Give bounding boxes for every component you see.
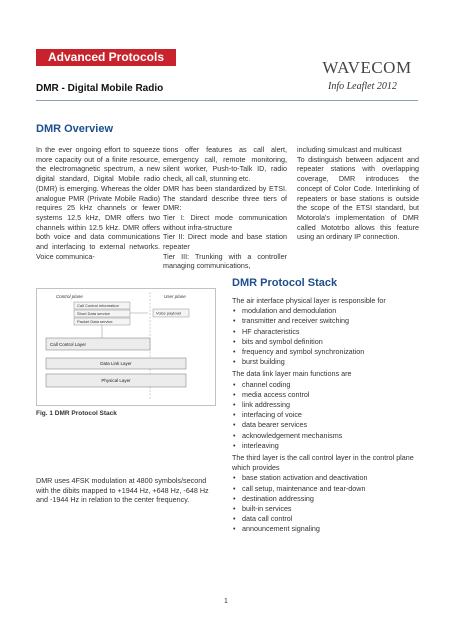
overview-column-1 bbox=[36, 145, 160, 261]
list-item: • frequency and symbol synchronization bbox=[242, 347, 422, 357]
overview-column-3 bbox=[297, 145, 419, 242]
header-rule bbox=[36, 100, 418, 101]
document-subtitle: DMR - Digital Mobile Radio bbox=[36, 83, 164, 94]
call-control-list bbox=[232, 473, 422, 534]
section-badge: Advanced Protocols bbox=[36, 49, 176, 66]
protocol-stack-heading: DMR Protocol Stack bbox=[232, 277, 338, 289]
overview-paragraph: To distinguish between adjacent and repeater stations with overlapping coverage, DMR introduces the concept of Color Code. Interlinking of repeaters or base stations is outside the scope of the ETSI standard, but Motorola's implementation of DMR called Mototrbo allows this feature using an ordinary IP connection. bbox=[297, 154, 419, 242]
list-item: • built-in services bbox=[242, 504, 422, 514]
stack-intro-3: The third layer is the call control layer in the control plane which provides bbox=[232, 453, 414, 473]
overview-heading: DMR Overview bbox=[36, 123, 114, 135]
list-item: • transmitter and receiver switching bbox=[242, 316, 422, 326]
list-item: • link addressing bbox=[242, 400, 422, 410]
list-item: • interleaving bbox=[242, 441, 422, 451]
physical-layer-list bbox=[232, 306, 422, 367]
user-plane-label: User plane bbox=[164, 294, 186, 299]
brand-text: WAVECOM bbox=[322, 58, 412, 77]
figure-caption: Fig. 1 DMR Protocol Stack bbox=[36, 410, 117, 417]
overview-paragraph: tions offer features as call alert, emergency call, remote monitoring, silent worker, Push-to-Talk ID, radio check, all call, stunning etc. bbox=[163, 145, 287, 184]
protocol-stack-diagram bbox=[36, 288, 216, 406]
list-item: • base station activation and deactivation bbox=[242, 473, 422, 483]
list-item: • media access control bbox=[242, 390, 422, 400]
list-item: • burst building bbox=[242, 357, 422, 367]
short-data-label: Short Data service bbox=[77, 311, 110, 316]
overview-paragraph: DMR has been standardized by ETSI. The standard describe three tiers of DMR: bbox=[163, 183, 287, 213]
list-item: • announcement signaling bbox=[242, 524, 422, 534]
call-control-info-label: Call Control information bbox=[77, 303, 119, 308]
voice-payload-label: Voice payload bbox=[156, 310, 181, 316]
overview-paragraph: including simulcast and multicast bbox=[297, 145, 402, 154]
list-item: • bits and symbol definition bbox=[242, 337, 422, 347]
overview-column-2 bbox=[163, 145, 287, 271]
list-item: • modulation and demodulation bbox=[242, 306, 422, 316]
list-item: • data bearer services bbox=[242, 420, 422, 430]
page-number: 1 bbox=[224, 598, 228, 605]
overview-paragraph: Tier I: Direct mode communication without infra-structure bbox=[163, 212, 287, 232]
protocol-stack-text bbox=[232, 296, 422, 537]
data-link-layer-label: Data Link Layer bbox=[100, 361, 132, 366]
overview-paragraph: Tier II: Direct mode and base station repeater bbox=[163, 232, 287, 252]
overview-paragraph-1: In the ever ongoing effort to squeeze more capacity out of a finite resource, the electromagnetic spectrum, a new digital standard, Digital Mobile radio (DMR) is emerging. Whereas the older analogue PMR (Private Mobile Radio) requires 25 kHz channels or fewer systems 12.5 kHz, DMR offers two channels within 12.5 kHz. DMR offers both voice and data communications and interfacing to external networks. Voice communica- bbox=[36, 145, 160, 261]
list-item: • destination addressing bbox=[242, 494, 422, 504]
overview-paragraph: Tier III: Trunking with a controller managing communications, bbox=[163, 251, 287, 271]
info-leaflet-label: Info Leaflet 2012 bbox=[328, 81, 397, 92]
wavecom-logo bbox=[315, 57, 419, 77]
stack-intro-2: The data link layer main functions are bbox=[232, 369, 352, 379]
list-item: • interfacing of voice bbox=[242, 410, 422, 420]
data-link-list bbox=[232, 380, 422, 451]
stack-intro-1: The air interface physical layer is responsible for bbox=[232, 296, 386, 305]
modulation-paragraph: DMR uses 4FSK modulation at 4800 symbols/second with the dibits mapped to +1944 Hz, +648 Hz, -648 Hz and -1944 Hz in relation to the center frequency. bbox=[36, 476, 209, 505]
list-item: • channel coding bbox=[242, 380, 422, 390]
list-item: • HF characteristics bbox=[242, 327, 422, 337]
list-item: • call setup, maintenance and tear-down bbox=[242, 484, 422, 494]
call-control-layer-label: Call Control Layer bbox=[50, 342, 87, 347]
physical-layer-label: Physical Layer bbox=[101, 378, 131, 383]
list-item: • data call control bbox=[242, 514, 422, 524]
list-item: • acknowledgement mechanisms bbox=[242, 431, 422, 441]
control-plane-label: Control plane bbox=[56, 294, 83, 299]
packet-data-label: Packet Data service bbox=[77, 319, 113, 324]
